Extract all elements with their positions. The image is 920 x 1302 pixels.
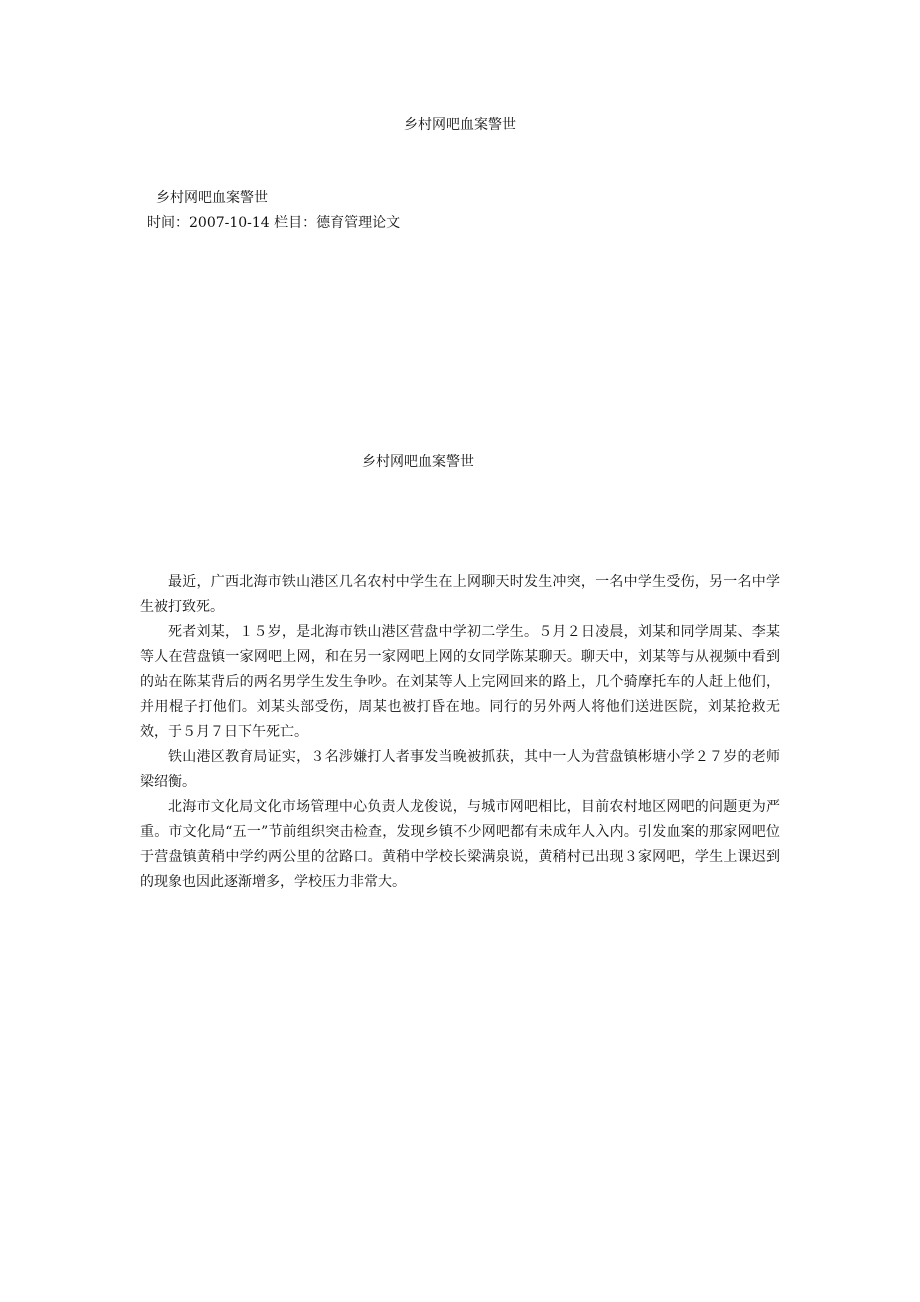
article-paragraph: 北海市文化局文化市场管理中心负责人龙俊说，与城市网吧相比，目前农村地区网吧的问题更为严重。市文化局“五一”节前组织突击检查，发现乡镇不少网吧都有未成年人入内。引发血案的那家网吧位于营盘镇黄稍中学约两公里的岔路口。黄稍中学校长梁满泉说，黄稍村已出现３家网吧，学生上课迟到的现象也因此逐渐增多，学校压力非常大。 — [140, 799, 780, 890]
page-header-title: 乡村网吧血案警世 — [404, 117, 516, 133]
article-paragraph: 最近，广西北海市铁山港区几名农村中学生在上网聊天时发生冲突，一名中学生受伤，另一名中学生被打致死。 — [140, 574, 780, 615]
article-paragraph: 铁山港区教育局证实，３名涉嫌打人者事发当晚被抓获，其中一人为营盘镇彬塘小学２７岁的老师梁绍衡。 — [140, 749, 780, 790]
article-paragraph: 死者刘某，１５岁，是北海市铁山港区营盘中学初二学生。５月２日凌晨，刘某和同学周某、李某等人在营盘镇一家网吧上网，和在另一家网吧上网的女同学陈某聊天。聊天中，刘某等与从视频中看到的站在陈某背后的两名男学生发生争吵。在刘某等人上完网回来的路上，几个骑摩托车的人赶上他们，并用棍子打他们。刘某头部受伤，周某也被打昏在地。同行的另外两人将他们送进医院，刘某抢救无效，于５月７日下午死亡。 — [140, 624, 780, 740]
article-meta — [147, 186, 401, 236]
meta-subtitle: 乡村网吧血案警世 — [156, 190, 268, 206]
meta-time-category: 时间：2007-10-14 栏目：德育管理论文 — [147, 215, 401, 231]
article-title: 乡村网吧血案警世 — [362, 454, 474, 470]
article-body — [140, 570, 780, 895]
